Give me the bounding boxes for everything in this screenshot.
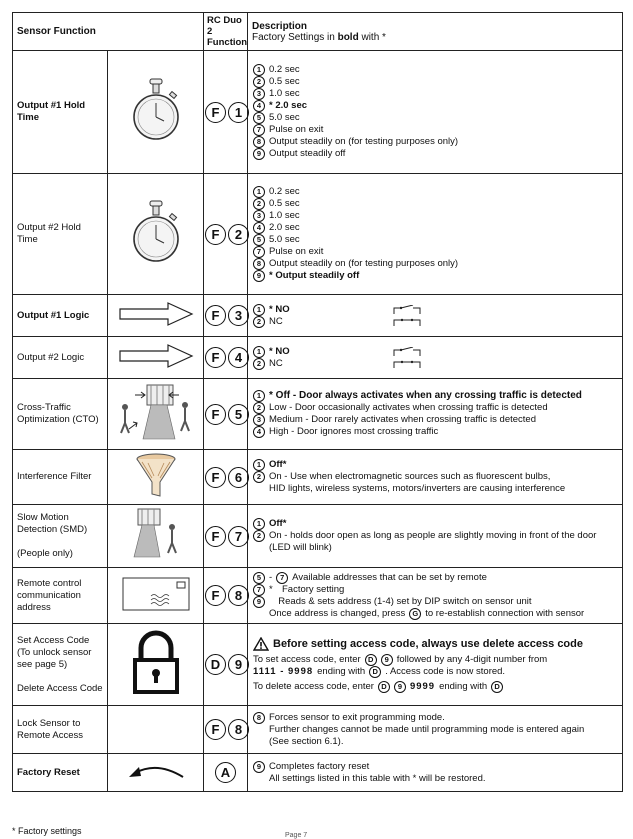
function-code: F 8 [204, 706, 248, 754]
row-label: Output #2 Hold Time [13, 174, 108, 295]
row-label: Interference Filter [13, 450, 108, 505]
table-row [13, 295, 623, 337]
cross-traffic-icon [115, 381, 197, 443]
description: Before setting access code, always use delete access code To set access code, enter D 9 followed by any 4-digit number from 1111 - 9998 ending with D . Access code is now stored. To delete access code, enter D 9 9999 ending with D [248, 624, 623, 706]
filter-image [108, 450, 204, 505]
function-code: F 1 [204, 51, 248, 174]
header-sensor-function: Sensor Function [13, 13, 204, 51]
settings-table [12, 12, 623, 792]
row-label: Slow Motion Detection (SMD) (People only) [13, 505, 108, 568]
table-row [13, 706, 623, 754]
stopwatch-image [108, 51, 204, 174]
arrow-image [108, 337, 204, 379]
function-code: F 5 [204, 379, 248, 450]
switch-open-icon [393, 347, 421, 357]
table-row [13, 51, 623, 174]
row-label: Output #2 Logic [13, 337, 108, 379]
description: 1 * NO 2 NC [248, 337, 623, 379]
function-code: F 7 [204, 505, 248, 568]
description: 1 0.2 sec 2 0.5 sec 3 1.0 sec 4 * 2.0 sec 5 5.0 sec 7 Pulse on exit 8 Output steadily on (for testing purposes only) 9 Output steadily off [248, 51, 623, 174]
table-row [13, 568, 623, 624]
cross-traffic-image [108, 379, 204, 450]
footnote: * Factory settings [12, 826, 82, 836]
description: 5 - 7 Available addresses that can be set by remote 7 * Factory setting 9 Reads & sets address (1-4) set by DIP switch on sensor unit Once address is changed, press G to re-establish connection with sensor [248, 568, 623, 624]
switch-closed-icon [393, 359, 421, 369]
curved-arrow-icon [121, 759, 191, 783]
function-code: F 3 [204, 295, 248, 337]
arrow-right-icon [116, 343, 196, 369]
row-label: Output #1 Hold Time [13, 51, 108, 174]
switch-open-icon [393, 305, 421, 315]
table-row [13, 624, 623, 706]
function-code: F 8 [204, 568, 248, 624]
description: 1 Off* 2 On - Use when electromagnetic sources such as fluorescent bulbs, HID lights, wireless systems, motors/inverters are causing interference [248, 450, 623, 505]
description: 8 Forces sensor to exit programming mode. Further changes cannot be made until programming mode is entered again (See section 6.1). [248, 706, 623, 754]
table-header [13, 13, 623, 51]
header-description: Description Factory Settings in bold with * [248, 13, 623, 51]
function-code: A [204, 754, 248, 792]
function-code: F 4 [204, 337, 248, 379]
stopwatch-icon [130, 75, 182, 145]
arrow-image [108, 295, 204, 337]
row-label: Factory Reset [13, 754, 108, 792]
envelope-icon [121, 576, 191, 612]
funnel-filter-icon [134, 452, 178, 498]
table-row [13, 450, 623, 505]
function-code: F 6 [204, 450, 248, 505]
description: 1 0.2 sec 2 0.5 sec 3 1.0 sec 4 2.0 sec 5 5.0 sec 7 Pulse on exit 8 Output steadily on (for testing purposes only) 9 * Output steadily off [248, 174, 623, 295]
description: 9 Completes factory reset All settings listed in this table with * will be restored. [248, 754, 623, 792]
table-row [13, 754, 623, 792]
row-label: Lock Sensor to Remote Access [13, 706, 108, 754]
row-label: Set Access Code (To unlock sensor see page 5) Delete Access Code [13, 624, 108, 706]
row-label: Remote control communication address [13, 568, 108, 624]
stopwatch-icon [130, 197, 182, 267]
padlock-icon [131, 630, 181, 696]
blank-image-cell [108, 706, 204, 754]
stopwatch-image [108, 174, 204, 295]
arrow-right-icon [116, 301, 196, 327]
table-row [13, 505, 623, 568]
reset-arrow-image [108, 754, 204, 792]
row-label: Cross-Traffic Optimization (CTO) [13, 379, 108, 450]
table-row [13, 174, 623, 295]
function-code: F 2 [204, 174, 248, 295]
slow-motion-image [108, 505, 204, 568]
description: 1 Off* 2 On - holds door open as long as people are slightly moving in front of the door (LED will blink) [248, 505, 623, 568]
header-rc-function: RC Duo 2 Function [204, 13, 248, 51]
row-label: Output #1 Logic [13, 295, 108, 337]
padlock-image [108, 624, 204, 706]
warning-icon [253, 637, 269, 651]
switch-closed-icon [393, 317, 421, 327]
table-row [13, 379, 623, 450]
function-code: D 9 [204, 624, 248, 706]
page-number: Page 7 [285, 832, 308, 839]
slow-motion-detection-icon [126, 507, 186, 561]
table-row [13, 337, 623, 379]
description: 1 * Off - Door always activates when any crossing traffic is detected 2 Low - Door occasionally activates when crossing traffic is detected 3 Medium - Door rarely activates when crossing traffic is detected 4 High - Door ignores most crossing traffic [248, 379, 623, 450]
description: 1 * NO 2 NC [248, 295, 623, 337]
envelope-image [108, 568, 204, 624]
